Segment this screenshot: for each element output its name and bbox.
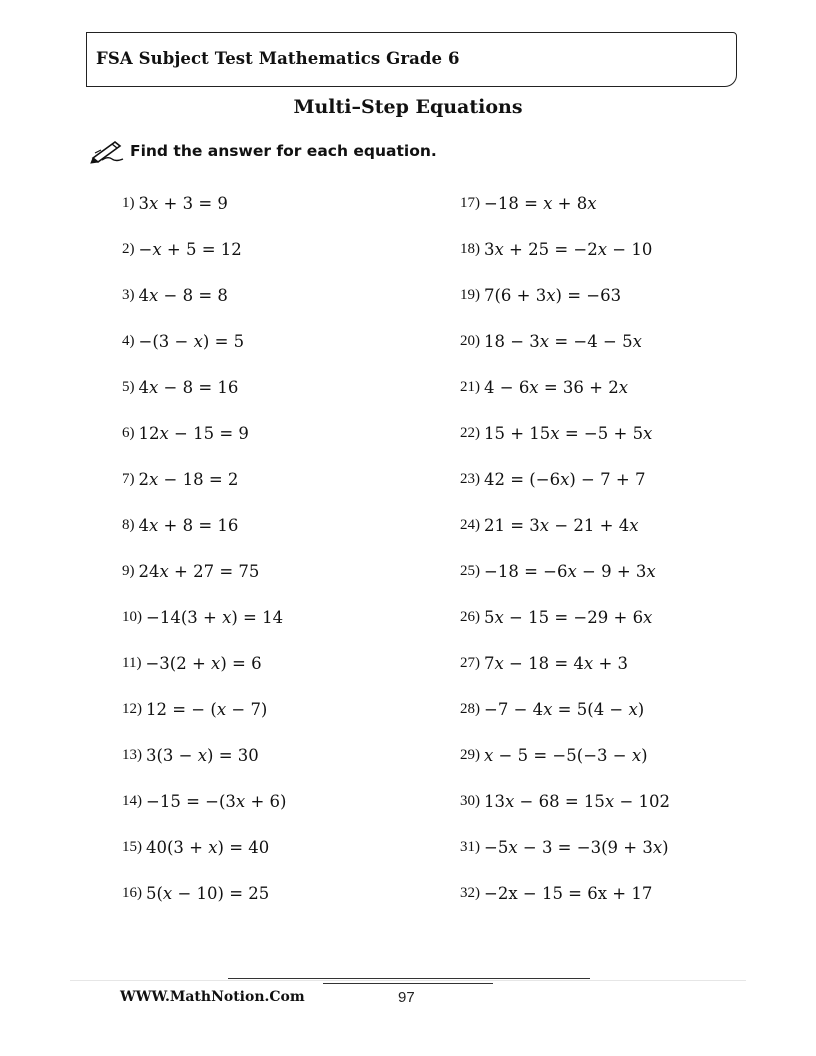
problems-right-column	[460, 180, 670, 916]
problem-item	[460, 870, 670, 916]
problem-item	[460, 640, 670, 686]
instruction-text: Find the answer for each equation.	[130, 142, 437, 160]
problem-item	[460, 364, 670, 410]
problem-equation: 21 = 3𝑥 − 21 + 4𝑥	[484, 515, 639, 535]
problem-equation: −(3 − 𝑥) = 5	[138, 331, 245, 351]
problem-equation: 2𝑥 − 18 = 2	[138, 469, 239, 489]
problem-equation: 12𝑥 − 15 = 9	[138, 423, 249, 443]
problem-equation: 40(3 + 𝑥) = 40	[146, 837, 270, 857]
problem-item	[122, 456, 286, 502]
problem-number: 25)	[460, 562, 480, 579]
problem-equation: 12 = − (𝑥 − 7)	[146, 699, 268, 719]
page-number: 97	[398, 989, 415, 1006]
problem-equation: −3(2 + 𝑥) = 6	[145, 653, 262, 673]
problem-item	[460, 778, 670, 824]
problem-number: 7)	[122, 470, 135, 487]
problem-number: 22)	[460, 424, 480, 441]
problem-item	[122, 318, 286, 364]
problem-number: 28)	[460, 700, 480, 717]
problem-item	[460, 226, 670, 272]
instruction	[90, 137, 437, 165]
problem-equation: 4𝑥 + 8 = 16	[138, 515, 239, 535]
problem-equation: 𝑥 − 5 = −5(−3 − 𝑥)	[484, 745, 648, 765]
problem-item	[122, 226, 286, 272]
problem-number: 3)	[122, 286, 135, 303]
problem-equation: −18 = 𝑥 + 8𝑥	[484, 193, 597, 213]
problem-item	[122, 410, 286, 456]
problem-equation: −14(3 + 𝑥) = 14	[146, 607, 284, 627]
problem-number: 32)	[460, 884, 480, 901]
problem-equation: −𝑥 + 5 = 12	[138, 239, 242, 259]
problem-item	[122, 272, 286, 318]
problem-number: 14)	[122, 792, 142, 809]
problem-equation: 13𝑥 − 68 = 15𝑥 − 102	[484, 791, 671, 811]
problem-number: 13)	[122, 746, 142, 763]
problem-equation: 7(6 + 3𝑥) = −63	[484, 285, 622, 305]
problem-item	[460, 318, 670, 364]
problem-item	[460, 594, 670, 640]
problem-number: 5)	[122, 378, 135, 395]
problem-equation: 42 = (−6𝑥) − 7 + 7	[484, 469, 646, 489]
problem-equation: 3𝑥 + 25 = −2𝑥 − 10	[484, 239, 653, 259]
problem-equation: −2x − 15 = 6x + 17	[484, 883, 653, 903]
page-title: Multi–Step Equations	[293, 96, 523, 118]
problem-number: 24)	[460, 516, 480, 533]
problem-number: 21)	[460, 378, 480, 395]
footer-divider	[228, 978, 590, 979]
problem-item	[122, 502, 286, 548]
problem-number: 16)	[122, 884, 142, 901]
problem-item	[122, 778, 286, 824]
problem-item	[122, 640, 286, 686]
problem-item	[122, 548, 286, 594]
problem-number: 1)	[122, 194, 135, 211]
problem-item	[122, 364, 286, 410]
problem-number: 31)	[460, 838, 480, 855]
problem-equation: 4 − 6𝑥 = 36 + 2𝑥	[484, 377, 629, 397]
problem-item	[460, 686, 670, 732]
footer-divider-faint	[70, 980, 746, 981]
problem-number: 23)	[460, 470, 480, 487]
problem-item	[460, 824, 670, 870]
problem-item	[460, 180, 670, 226]
problem-equation: 18 − 3𝑥 = −4 − 5𝑥	[484, 331, 642, 351]
problem-equation: −7 − 4𝑥 = 5(4 − 𝑥)	[484, 699, 645, 719]
problem-item	[460, 410, 670, 456]
problem-number: 15)	[122, 838, 142, 855]
problem-equation: −5𝑥 − 3 = −3(9 + 3𝑥)	[484, 837, 669, 857]
problem-number: 6)	[122, 424, 135, 441]
problem-number: 20)	[460, 332, 480, 349]
problem-item	[460, 732, 670, 778]
problem-number: 12)	[122, 700, 142, 717]
header-title: FSA Subject Test Mathematics Grade 6	[96, 49, 460, 68]
problem-item	[460, 272, 670, 318]
problem-equation: 5𝑥 − 15 = −29 + 6𝑥	[484, 607, 653, 627]
problem-equation: 4𝑥 − 8 = 16	[138, 377, 239, 397]
problem-number: 17)	[460, 194, 480, 211]
problem-number: 18)	[460, 240, 480, 257]
problem-equation: 24𝑥 + 27 = 75	[138, 561, 260, 581]
problem-equation: −15 = −(3𝑥 + 6)	[146, 791, 287, 811]
footer-divider-short	[323, 983, 493, 984]
problem-item	[460, 502, 670, 548]
header-box	[86, 32, 737, 87]
problem-number: 4)	[122, 332, 135, 349]
problem-item	[122, 870, 286, 916]
problem-number: 8)	[122, 516, 135, 533]
problem-number: 27)	[460, 654, 480, 671]
problems-left-column	[122, 180, 286, 916]
problem-item	[460, 456, 670, 502]
problem-number: 19)	[460, 286, 480, 303]
problem-number: 10)	[122, 608, 142, 625]
problem-equation: 7𝑥 − 18 = 4𝑥 + 3	[484, 653, 629, 673]
problem-item	[122, 732, 286, 778]
problem-equation: −18 = −6𝑥 − 9 + 3𝑥	[484, 561, 656, 581]
pencil-writing-icon	[90, 138, 124, 164]
problem-number: 29)	[460, 746, 480, 763]
footer-website: WWW.MathNotion.Com	[120, 989, 305, 1005]
problem-number: 26)	[460, 608, 480, 625]
problem-item	[122, 824, 286, 870]
problem-number: 2)	[122, 240, 135, 257]
problem-item	[122, 180, 286, 226]
problem-equation: 4𝑥 − 8 = 8	[138, 285, 228, 305]
problem-number: 11)	[122, 654, 142, 671]
problem-item	[122, 594, 286, 640]
problem-equation: 3𝑥 + 3 = 9	[138, 193, 228, 213]
problem-number: 30)	[460, 792, 480, 809]
problem-equation: 5(𝑥 − 10) = 25	[146, 883, 270, 903]
problem-equation: 15 + 15𝑥 = −5 + 5𝑥	[484, 423, 653, 443]
problem-number: 9)	[122, 562, 135, 579]
problem-item	[460, 548, 670, 594]
problem-equation: 3(3 − 𝑥) = 30	[146, 745, 259, 765]
problem-item	[122, 686, 286, 732]
